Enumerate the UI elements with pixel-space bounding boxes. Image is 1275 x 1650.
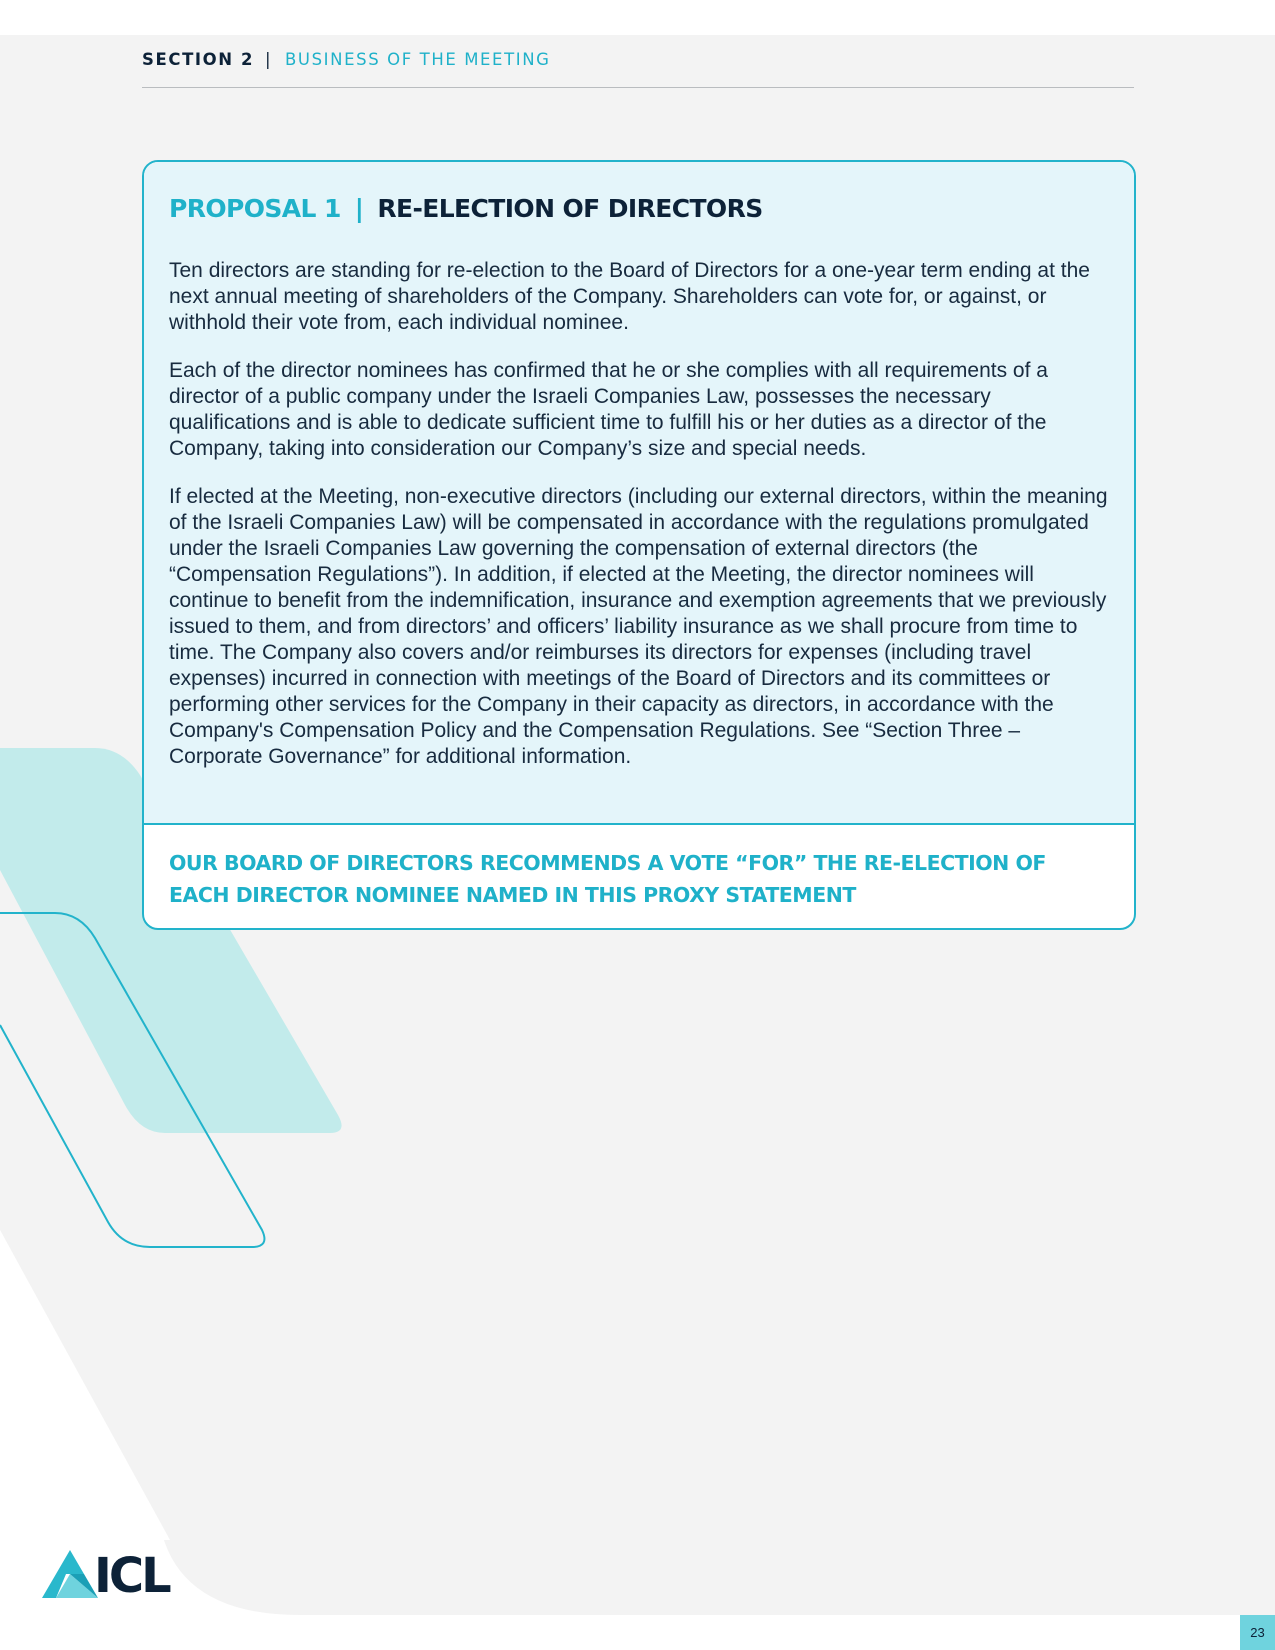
section-header [142,50,1134,88]
proposal-number: PROPOSAL 1 [169,194,341,223]
proposal-body [144,162,1134,825]
board-recommendation: OUR BOARD OF DIRECTORS RECOMMENDS A VOTE “FOR” THE RE-ELECTION OF EACH DIRECTOR NOMINEE NAMED IN THIS PROXY STATEMENT [169,851,1046,907]
proposal-name: RE-ELECTION OF DIRECTORS [377,194,763,223]
header-separator: | [264,50,273,69]
proposal-paragraph-1: Ten directors are standing for re-election to the Board of Directors for a one-year term ending at the next annual meeting of shareholders of the Company. Shareholders can vote for, or against, or withhold their vote from, each individual nominee. [169,259,1090,334]
proposal-title-separator: | [354,194,364,223]
proposal-title [169,194,1110,223]
section-label: SECTION 2 [142,50,255,69]
proposal-paragraph-2: Each of the director nominees has confirmed that he or she complies with all requirements of a director of a public company under the Israeli Companies Law, possesses the necessary qualifications and is able to dedicate sufficient time to fulfill his or her duties as a director of the Company, taking into consideration our Company’s size and special needs. [169,359,1048,460]
proposal-box [142,160,1136,930]
section-topic: BUSINESS OF THE MEETING [285,50,551,69]
proposal-paragraph-3: If elected at the Meeting, non-executive directors (including our external directors, within the meaning of the Israeli Companies Law) will be compensated in accordance with the regulations promulgated under the Israeli Companies Law governing the compensation of external directors (the “Compensation Regulations”). In addition, if elected at the Meeting, the director nominees will continue to benefit from the indemnification, insurance and exemption agreements that we previously issued to them, and from directors’ and officers’ liability insurance as we shall procure from time to time. The Company also covers and/or reimburses its directors for expenses (including travel expenses) incurred in connection with meetings of the Board of Directors and its committees or performing other services for the Company in their capacity as directors, in accordance with the Company's Compensation Policy and the Compensation Regulations. See “Section Three – Corporate Governance” for additional information. [169,485,1108,768]
logo-text: ICL [94,1548,169,1604]
page-number: 23 [1240,1615,1275,1650]
